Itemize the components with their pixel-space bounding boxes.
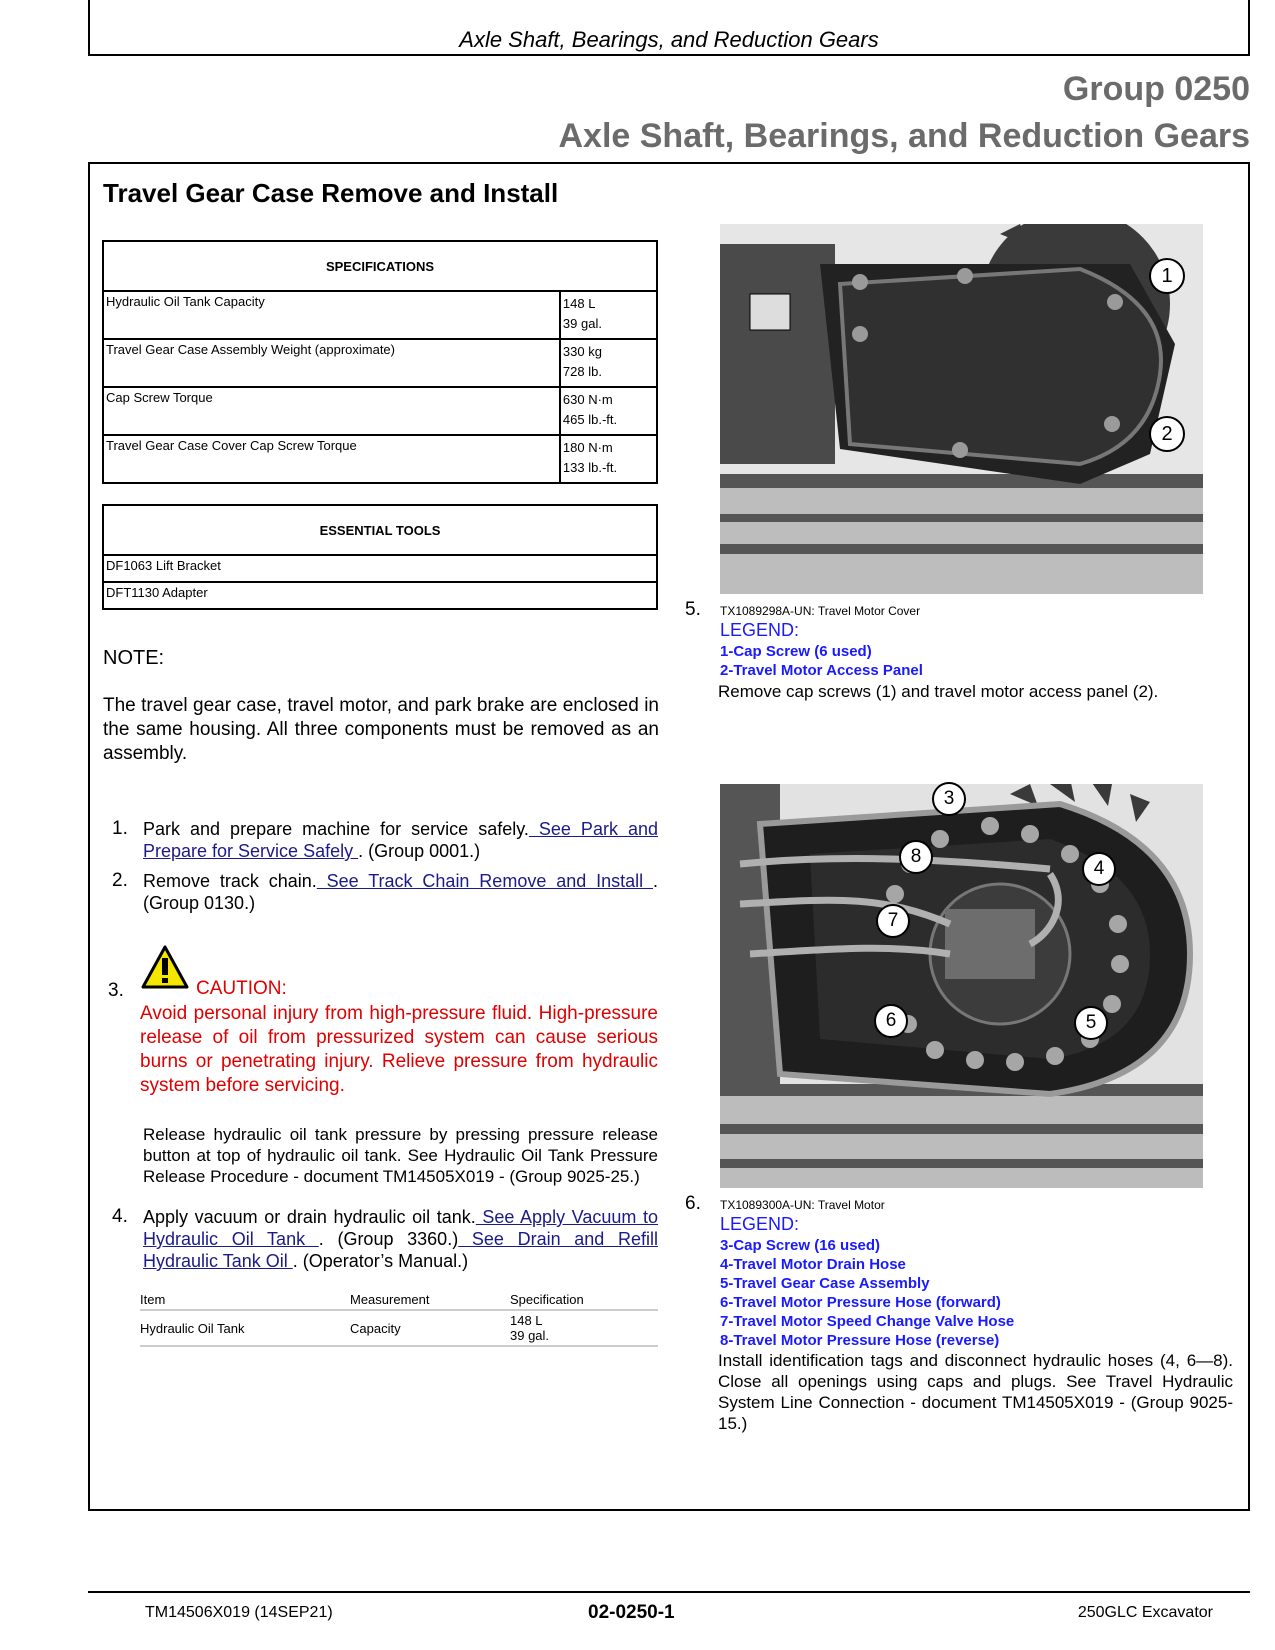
section-title: Travel Gear Case Remove and Install bbox=[103, 178, 559, 208]
table-row bbox=[140, 1310, 658, 1346]
legend-item: 5-Travel Gear Case Assembly bbox=[720, 1275, 930, 1292]
table-row bbox=[103, 387, 657, 435]
track-chain-link[interactable]: See Track Chain Remove and Install bbox=[316, 871, 653, 891]
spec-imperial: 465 lb.-ft. bbox=[562, 412, 618, 427]
spec-name: Travel Gear Case Assembly Weight (approximate) bbox=[103, 339, 560, 387]
note-text: The travel gear case, travel motor, and park brake are enclosed in the same housing. All three components must be removed as an assembly. bbox=[103, 695, 659, 764]
spec-name: Hydraulic Oil Tank Capacity bbox=[103, 291, 560, 339]
callout-2: 2 bbox=[1149, 416, 1185, 452]
travel-motor-cover-photo bbox=[720, 224, 1203, 594]
spec-metric: 630 N·m bbox=[562, 392, 613, 407]
measurement-table bbox=[140, 1290, 658, 1347]
table-cell: Capacity bbox=[350, 1310, 510, 1346]
step-text-mid: . (Group 3360.) bbox=[318, 1229, 459, 1249]
step-number: 3. bbox=[108, 980, 124, 1001]
specifications-table bbox=[102, 240, 658, 484]
table-row bbox=[103, 435, 657, 483]
table-cell: Hydraulic Oil Tank bbox=[140, 1310, 350, 1346]
legend-item: 7-Travel Motor Speed Change Valve Hose bbox=[720, 1313, 1015, 1330]
spec-metric: 148 L bbox=[562, 296, 596, 311]
table-header-row bbox=[140, 1290, 658, 1310]
column-header: Measurement bbox=[350, 1290, 510, 1310]
release-pressure-text: Release hydraulic oil tank pressure by pressing pressure release button at top of hydraulic oil tank. See Hydraulic Oil Tank Pressure Release Procedure - document TM14505X019 - (Group 9025-25.) bbox=[143, 1125, 658, 1186]
spec-metric: 330 kg bbox=[562, 344, 602, 359]
group-title: Axle Shaft, Bearings, and Reduction Gears bbox=[558, 117, 1250, 155]
tool-name: DF1063 Lift Bracket bbox=[103, 555, 657, 582]
spec-imperial: 133 lb.-ft. bbox=[562, 460, 618, 475]
legend-item: 3-Cap Screw (16 used) bbox=[720, 1237, 881, 1254]
step-text: Park and prepare machine for service safely. bbox=[143, 819, 529, 839]
specifications-heading: SPECIFICATIONS bbox=[103, 241, 657, 291]
park-and-prepare-link[interactable]: See Park and Prepare for Service Safely bbox=[143, 819, 658, 861]
step-number: 1. bbox=[112, 818, 128, 839]
legend-item: 2-Travel Motor Access Panel bbox=[720, 662, 923, 679]
spec-value bbox=[560, 339, 657, 387]
legend-item: 1-Cap Screw (6 used) bbox=[720, 643, 872, 660]
footer-divider bbox=[88, 1591, 1250, 1593]
essential-tools-table bbox=[102, 504, 658, 610]
footer-model: 250GLC Excavator bbox=[1077, 1604, 1213, 1621]
step-6-text: Install identification tags and disconnect hydraulic hoses (4, 6—8). Close all openings using caps and plugs. See Travel Hydraulic System Line Connection - document TM14505X019 - (Group 9025-15.) bbox=[718, 1351, 1233, 1433]
tool-name: DFT1130 Adapter bbox=[103, 582, 657, 609]
step-text-after: . (Group 0130.) bbox=[143, 871, 658, 913]
step-number: 4. bbox=[112, 1206, 128, 1227]
spec-metric: 148 L bbox=[510, 1313, 543, 1328]
legend-item: 4-Travel Motor Drain Hose bbox=[720, 1256, 906, 1273]
callout-7: 7 bbox=[876, 904, 910, 938]
spec-value bbox=[560, 387, 657, 435]
note-label: NOTE: bbox=[103, 647, 165, 669]
step-number: 6. bbox=[685, 1193, 701, 1214]
caution-text: Avoid personal injury from high-pressure fluid. High-pressure release of oil from pressurized system can cause serious burns or penetrating injury. Relieve pressure from hydraulic system before servicing. bbox=[140, 1003, 658, 1096]
legend-item: 8-Travel Motor Pressure Hose (reverse) bbox=[720, 1332, 1000, 1349]
callout-1: 1 bbox=[1149, 258, 1185, 294]
step-1-text bbox=[143, 818, 658, 862]
callout-4: 4 bbox=[1082, 852, 1116, 886]
caution-warning-icon bbox=[140, 944, 190, 990]
step-text-after: . (Operator’s Manual.) bbox=[292, 1251, 469, 1271]
callout-5: 5 bbox=[1074, 1006, 1108, 1040]
essential-tools-heading: ESSENTIAL TOOLS bbox=[103, 505, 657, 555]
spec-name: Travel Gear Case Cover Cap Screw Torque bbox=[103, 435, 560, 483]
callout-8: 8 bbox=[899, 840, 933, 874]
apply-vacuum-link[interactable]: See Apply Vacuum to Hydraulic Oil Tank bbox=[143, 1207, 658, 1249]
caution-title: CAUTION: bbox=[196, 978, 287, 999]
table-row bbox=[103, 555, 657, 582]
step-number: 2. bbox=[112, 870, 128, 891]
callout-6: 6 bbox=[874, 1004, 908, 1038]
running-title: Axle Shaft, Bearings, and Reduction Gears bbox=[459, 27, 879, 52]
spec-name: Cap Screw Torque bbox=[103, 387, 560, 435]
spec-value bbox=[560, 435, 657, 483]
callout-3: 3 bbox=[932, 782, 966, 816]
step-4-text bbox=[143, 1206, 658, 1272]
column-header: Specification bbox=[510, 1290, 658, 1310]
table-row bbox=[103, 339, 657, 387]
step-text-after: . (Group 0001.) bbox=[358, 841, 481, 861]
step-5-text: Remove cap screws (1) and travel motor access panel (2). bbox=[718, 682, 1159, 701]
spec-value bbox=[560, 291, 657, 339]
drain-refill-link[interactable]: See Drain and Refill Hydraulic Tank Oil bbox=[143, 1229, 658, 1271]
spec-imperial: 39 gal. bbox=[510, 1328, 550, 1343]
spec-imperial: 39 gal. bbox=[562, 316, 602, 331]
footer-page-number: 02-0250-1 bbox=[588, 1602, 675, 1623]
step-text: Remove track chain. bbox=[143, 871, 317, 891]
step-text: Apply vacuum or drain hydraulic oil tank. bbox=[143, 1207, 476, 1227]
spec-metric: 180 N·m bbox=[562, 440, 613, 455]
figure-caption: TX1089298A-UN: Travel Motor Cover bbox=[720, 604, 921, 618]
footer-document-id: TM14506X019 (14SEP21) bbox=[145, 1604, 333, 1621]
figure-caption: TX1089300A-UN: Travel Motor bbox=[720, 1198, 885, 1212]
spec-imperial: 728 lb. bbox=[562, 364, 602, 379]
table-row bbox=[103, 291, 657, 339]
table-row bbox=[103, 582, 657, 609]
step-2-text bbox=[143, 870, 658, 914]
travel-motor-photo bbox=[720, 784, 1203, 1188]
step-number: 5. bbox=[685, 599, 701, 620]
legend-title: LEGEND: bbox=[720, 620, 800, 640]
column-header: Item bbox=[140, 1290, 350, 1310]
group-number: Group 0250 bbox=[1062, 70, 1250, 108]
legend-item: 6-Travel Motor Pressure Hose (forward) bbox=[720, 1294, 1001, 1311]
table-cell bbox=[510, 1310, 658, 1346]
legend-title: LEGEND: bbox=[720, 1214, 800, 1234]
